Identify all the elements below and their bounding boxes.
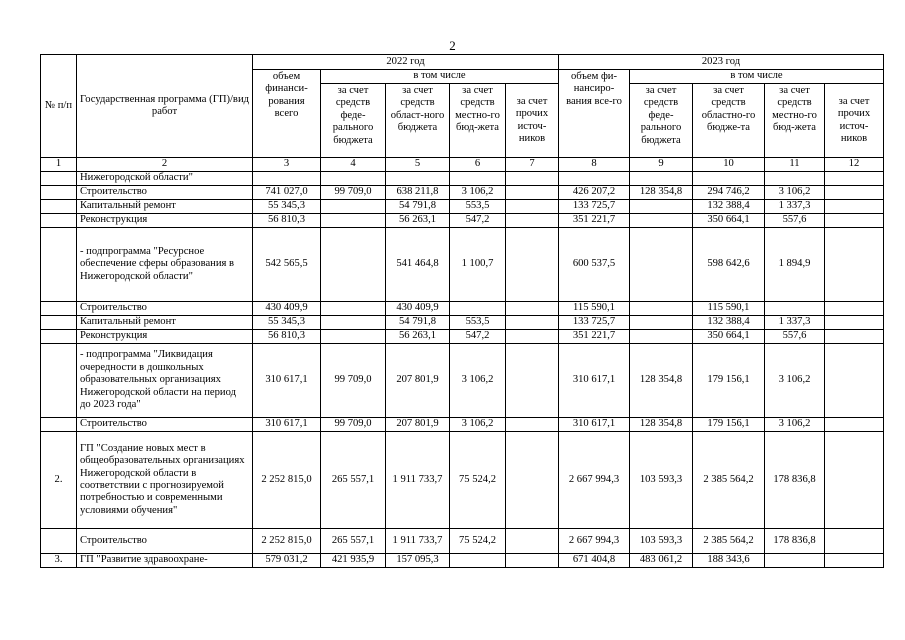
table-row bbox=[41, 529, 884, 554]
table-row bbox=[41, 200, 884, 214]
row-name: Строительство bbox=[77, 302, 253, 316]
cell-other-2023 bbox=[825, 554, 884, 568]
cell-local-2023 bbox=[765, 554, 825, 568]
header-no: № п/п bbox=[41, 55, 77, 158]
cell-total-2023: 310 617,1 bbox=[559, 344, 630, 418]
row-number bbox=[41, 302, 77, 316]
row-number: 3. bbox=[41, 554, 77, 568]
cell-other-2022 bbox=[506, 344, 559, 418]
column-number: 5 bbox=[386, 158, 450, 172]
cell-regional-2023: 179 156,1 bbox=[693, 344, 765, 418]
cell-regional-2022 bbox=[386, 172, 450, 186]
cell-regional-2023: 179 156,1 bbox=[693, 418, 765, 432]
row-number bbox=[41, 186, 77, 200]
cell-federal-2022: 265 557,1 bbox=[321, 432, 386, 529]
column-number: 4 bbox=[321, 158, 386, 172]
cell-federal-2022: 421 935,9 bbox=[321, 554, 386, 568]
cell-regional-2022: 638 211,8 bbox=[386, 186, 450, 200]
column-number: 9 bbox=[630, 158, 693, 172]
cell-total-2022: 310 617,1 bbox=[253, 418, 321, 432]
cell-local-2022: 3 106,2 bbox=[450, 344, 506, 418]
cell-federal-2022 bbox=[321, 316, 386, 330]
financing-table bbox=[40, 54, 884, 568]
cell-federal-2023: 128 354,8 bbox=[630, 418, 693, 432]
cell-local-2022: 3 106,2 bbox=[450, 186, 506, 200]
cell-other-2022 bbox=[506, 228, 559, 302]
header-regional-2022: за счет средств област-ного бюджета bbox=[386, 84, 450, 158]
header-federal-2022: за счет средств феде-рального бюджета bbox=[321, 84, 386, 158]
cell-other-2022 bbox=[506, 418, 559, 432]
cell-other-2022 bbox=[506, 200, 559, 214]
row-number bbox=[41, 330, 77, 344]
cell-total-2022: 2 252 815,0 bbox=[253, 432, 321, 529]
cell-other-2022 bbox=[506, 316, 559, 330]
header-row-years bbox=[41, 55, 884, 70]
column-number: 6 bbox=[450, 158, 506, 172]
cell-total-2023: 310 617,1 bbox=[559, 418, 630, 432]
cell-other-2023 bbox=[825, 432, 884, 529]
cell-total-2022: 55 345,3 bbox=[253, 316, 321, 330]
cell-total-2022: 56 810,3 bbox=[253, 214, 321, 228]
cell-regional-2022: 54 791,8 bbox=[386, 200, 450, 214]
row-number bbox=[41, 344, 77, 418]
cell-federal-2023 bbox=[630, 228, 693, 302]
header-local-2022: за счет средств местно-го бюд-жета bbox=[450, 84, 506, 158]
cell-federal-2022 bbox=[321, 214, 386, 228]
cell-total-2023: 133 725,7 bbox=[559, 316, 630, 330]
cell-federal-2023 bbox=[630, 330, 693, 344]
table-row bbox=[41, 432, 884, 529]
cell-regional-2023: 132 388,4 bbox=[693, 200, 765, 214]
header-total-2023: объем фи-нансиро-вания все-го bbox=[559, 70, 630, 158]
cell-federal-2023: 483 061,2 bbox=[630, 554, 693, 568]
cell-federal-2023 bbox=[630, 316, 693, 330]
cell-regional-2023: 2 385 564,2 bbox=[693, 432, 765, 529]
cell-total-2022: 56 810,3 bbox=[253, 330, 321, 344]
cell-local-2022: 547,2 bbox=[450, 214, 506, 228]
cell-regional-2023: 350 664,1 bbox=[693, 214, 765, 228]
cell-local-2023: 3 106,2 bbox=[765, 186, 825, 200]
cell-federal-2023 bbox=[630, 172, 693, 186]
table-row bbox=[41, 214, 884, 228]
cell-other-2022 bbox=[506, 186, 559, 200]
cell-federal-2022: 99 709,0 bbox=[321, 344, 386, 418]
cell-total-2023: 351 221,7 bbox=[559, 330, 630, 344]
cell-other-2023 bbox=[825, 186, 884, 200]
cell-other-2023 bbox=[825, 529, 884, 554]
cell-other-2022 bbox=[506, 302, 559, 316]
cell-total-2022: 310 617,1 bbox=[253, 344, 321, 418]
cell-total-2023: 671 404,8 bbox=[559, 554, 630, 568]
cell-other-2023 bbox=[825, 228, 884, 302]
table-row bbox=[41, 316, 884, 330]
cell-total-2023: 115 590,1 bbox=[559, 302, 630, 316]
cell-local-2023: 557,6 bbox=[765, 214, 825, 228]
cell-federal-2023: 128 354,8 bbox=[630, 344, 693, 418]
cell-total-2022: 430 409,9 bbox=[253, 302, 321, 316]
cell-federal-2023 bbox=[630, 200, 693, 214]
cell-other-2022 bbox=[506, 529, 559, 554]
cell-regional-2023: 115 590,1 bbox=[693, 302, 765, 316]
cell-local-2022: 75 524,2 bbox=[450, 432, 506, 529]
table-row bbox=[41, 344, 884, 418]
cell-local-2023: 178 836,8 bbox=[765, 529, 825, 554]
cell-local-2023 bbox=[765, 172, 825, 186]
column-number: 10 bbox=[693, 158, 765, 172]
table-row bbox=[41, 228, 884, 302]
column-number: 3 bbox=[253, 158, 321, 172]
cell-other-2023 bbox=[825, 344, 884, 418]
table-row bbox=[41, 330, 884, 344]
cell-other-2022 bbox=[506, 554, 559, 568]
row-number bbox=[41, 228, 77, 302]
cell-regional-2023 bbox=[693, 172, 765, 186]
cell-regional-2022: 207 801,9 bbox=[386, 344, 450, 418]
row-name: Реконструкция bbox=[77, 214, 253, 228]
cell-other-2023 bbox=[825, 330, 884, 344]
row-number bbox=[41, 214, 77, 228]
table-row bbox=[41, 302, 884, 316]
row-number bbox=[41, 172, 77, 186]
cell-regional-2023: 132 388,4 bbox=[693, 316, 765, 330]
row-name: Капитальный ремонт bbox=[77, 316, 253, 330]
cell-regional-2022: 56 263,1 bbox=[386, 214, 450, 228]
cell-local-2023: 557,6 bbox=[765, 330, 825, 344]
cell-local-2022 bbox=[450, 172, 506, 186]
cell-federal-2022 bbox=[321, 228, 386, 302]
header-program: Государственная программа (ГП)/вид работ bbox=[77, 55, 253, 158]
column-number-row bbox=[41, 158, 884, 172]
cell-other-2023 bbox=[825, 214, 884, 228]
row-number bbox=[41, 200, 77, 214]
row-number: 2. bbox=[41, 432, 77, 529]
header-other-2023: за счет прочих источ-ников bbox=[825, 84, 884, 158]
cell-other-2022 bbox=[506, 330, 559, 344]
table-row bbox=[41, 186, 884, 200]
cell-local-2023: 1 894,9 bbox=[765, 228, 825, 302]
cell-local-2022: 553,5 bbox=[450, 316, 506, 330]
cell-federal-2023: 128 354,8 bbox=[630, 186, 693, 200]
cell-federal-2023: 103 593,3 bbox=[630, 432, 693, 529]
cell-local-2023: 3 106,2 bbox=[765, 344, 825, 418]
cell-federal-2022: 99 709,0 bbox=[321, 418, 386, 432]
row-name: - подпрограмма "Ликвидация очередности в дошкольных образовательных организациях Нижегородской области на период до 2023 года" bbox=[77, 344, 253, 418]
row-name: Реконструкция bbox=[77, 330, 253, 344]
cell-total-2023: 426 207,2 bbox=[559, 186, 630, 200]
cell-federal-2022 bbox=[321, 200, 386, 214]
header-local-2023: за счет средств местно-го бюд-жета bbox=[765, 84, 825, 158]
cell-local-2022 bbox=[450, 302, 506, 316]
header-total-2022: объем финанси-рования всего bbox=[253, 70, 321, 158]
cell-local-2022: 547,2 bbox=[450, 330, 506, 344]
cell-local-2022: 3 106,2 bbox=[450, 418, 506, 432]
cell-regional-2022: 54 791,8 bbox=[386, 316, 450, 330]
row-name: - подпрограмма "Ресурсное обеспечение сферы образования в Нижегородской области" bbox=[77, 228, 253, 302]
cell-federal-2022 bbox=[321, 330, 386, 344]
cell-local-2023: 178 836,8 bbox=[765, 432, 825, 529]
table-row bbox=[41, 172, 884, 186]
row-name: Капитальный ремонт bbox=[77, 200, 253, 214]
cell-federal-2023 bbox=[630, 302, 693, 316]
column-number: 12 bbox=[825, 158, 884, 172]
cell-local-2022: 1 100,7 bbox=[450, 228, 506, 302]
cell-other-2023 bbox=[825, 418, 884, 432]
table-row bbox=[41, 554, 884, 568]
cell-local-2023: 3 106,2 bbox=[765, 418, 825, 432]
page-number: 2 bbox=[449, 38, 456, 53]
row-name: Строительство bbox=[77, 418, 253, 432]
cell-local-2022: 553,5 bbox=[450, 200, 506, 214]
cell-federal-2022: 265 557,1 bbox=[321, 529, 386, 554]
cell-regional-2022: 541 464,8 bbox=[386, 228, 450, 302]
cell-regional-2023: 188 343,6 bbox=[693, 554, 765, 568]
cell-federal-2022 bbox=[321, 172, 386, 186]
row-number bbox=[41, 316, 77, 330]
cell-total-2023: 600 537,5 bbox=[559, 228, 630, 302]
row-number bbox=[41, 529, 77, 554]
row-name: Строительство bbox=[77, 186, 253, 200]
cell-regional-2022: 207 801,9 bbox=[386, 418, 450, 432]
cell-local-2023 bbox=[765, 302, 825, 316]
row-name: ГП "Развитие здравоохране- bbox=[77, 554, 253, 568]
cell-regional-2023: 294 746,2 bbox=[693, 186, 765, 200]
cell-regional-2023: 598 642,6 bbox=[693, 228, 765, 302]
header-incl-2022: в том числе bbox=[321, 70, 559, 84]
cell-local-2022: 75 524,2 bbox=[450, 529, 506, 554]
cell-local-2022 bbox=[450, 554, 506, 568]
cell-other-2022 bbox=[506, 214, 559, 228]
cell-federal-2022: 99 709,0 bbox=[321, 186, 386, 200]
cell-federal-2023: 103 593,3 bbox=[630, 529, 693, 554]
cell-total-2022: 741 027,0 bbox=[253, 186, 321, 200]
cell-other-2022 bbox=[506, 432, 559, 529]
cell-total-2023: 2 667 994,3 bbox=[559, 432, 630, 529]
header-federal-2023: за счет средств феде-рального бюджета bbox=[630, 84, 693, 158]
cell-total-2022: 55 345,3 bbox=[253, 200, 321, 214]
cell-total-2022: 2 252 815,0 bbox=[253, 529, 321, 554]
cell-other-2023 bbox=[825, 200, 884, 214]
cell-regional-2022: 56 263,1 bbox=[386, 330, 450, 344]
cell-regional-2022: 1 911 733,7 bbox=[386, 529, 450, 554]
cell-total-2022: 579 031,2 bbox=[253, 554, 321, 568]
cell-total-2023: 2 667 994,3 bbox=[559, 529, 630, 554]
cell-federal-2022 bbox=[321, 302, 386, 316]
row-name: Строительство bbox=[77, 529, 253, 554]
column-number: 11 bbox=[765, 158, 825, 172]
column-number: 7 bbox=[506, 158, 559, 172]
column-number: 2 bbox=[77, 158, 253, 172]
header-year-2022: 2022 год bbox=[253, 55, 559, 70]
row-name: Нижегородской области" bbox=[77, 172, 253, 186]
cell-local-2023: 1 337,3 bbox=[765, 316, 825, 330]
cell-total-2023: 351 221,7 bbox=[559, 214, 630, 228]
header-other-2022: за счет прочих источ-ников bbox=[506, 84, 559, 158]
row-number bbox=[41, 418, 77, 432]
cell-total-2023 bbox=[559, 172, 630, 186]
cell-other-2023 bbox=[825, 302, 884, 316]
cell-other-2023 bbox=[825, 172, 884, 186]
column-number: 1 bbox=[41, 158, 77, 172]
cell-local-2023: 1 337,3 bbox=[765, 200, 825, 214]
cell-regional-2023: 2 385 564,2 bbox=[693, 529, 765, 554]
cell-total-2022 bbox=[253, 172, 321, 186]
header-incl-2023: в том числе bbox=[630, 70, 884, 84]
header-regional-2023: за счет средств областно-го бюдже-та bbox=[693, 84, 765, 158]
cell-regional-2022: 430 409,9 bbox=[386, 302, 450, 316]
table-row bbox=[41, 418, 884, 432]
cell-total-2023: 133 725,7 bbox=[559, 200, 630, 214]
cell-total-2022: 542 565,5 bbox=[253, 228, 321, 302]
cell-other-2022 bbox=[506, 172, 559, 186]
cell-regional-2022: 157 095,3 bbox=[386, 554, 450, 568]
column-number: 8 bbox=[559, 158, 630, 172]
cell-regional-2022: 1 911 733,7 bbox=[386, 432, 450, 529]
cell-other-2023 bbox=[825, 316, 884, 330]
cell-regional-2023: 350 664,1 bbox=[693, 330, 765, 344]
header-year-2023: 2023 год bbox=[559, 55, 884, 70]
cell-federal-2023 bbox=[630, 214, 693, 228]
row-name: ГП "Создание новых мест в общеобразовательных организациях Нижегородской области в соответствии с прогнозируемой потребностью и современными условиями обучения" bbox=[77, 432, 253, 529]
